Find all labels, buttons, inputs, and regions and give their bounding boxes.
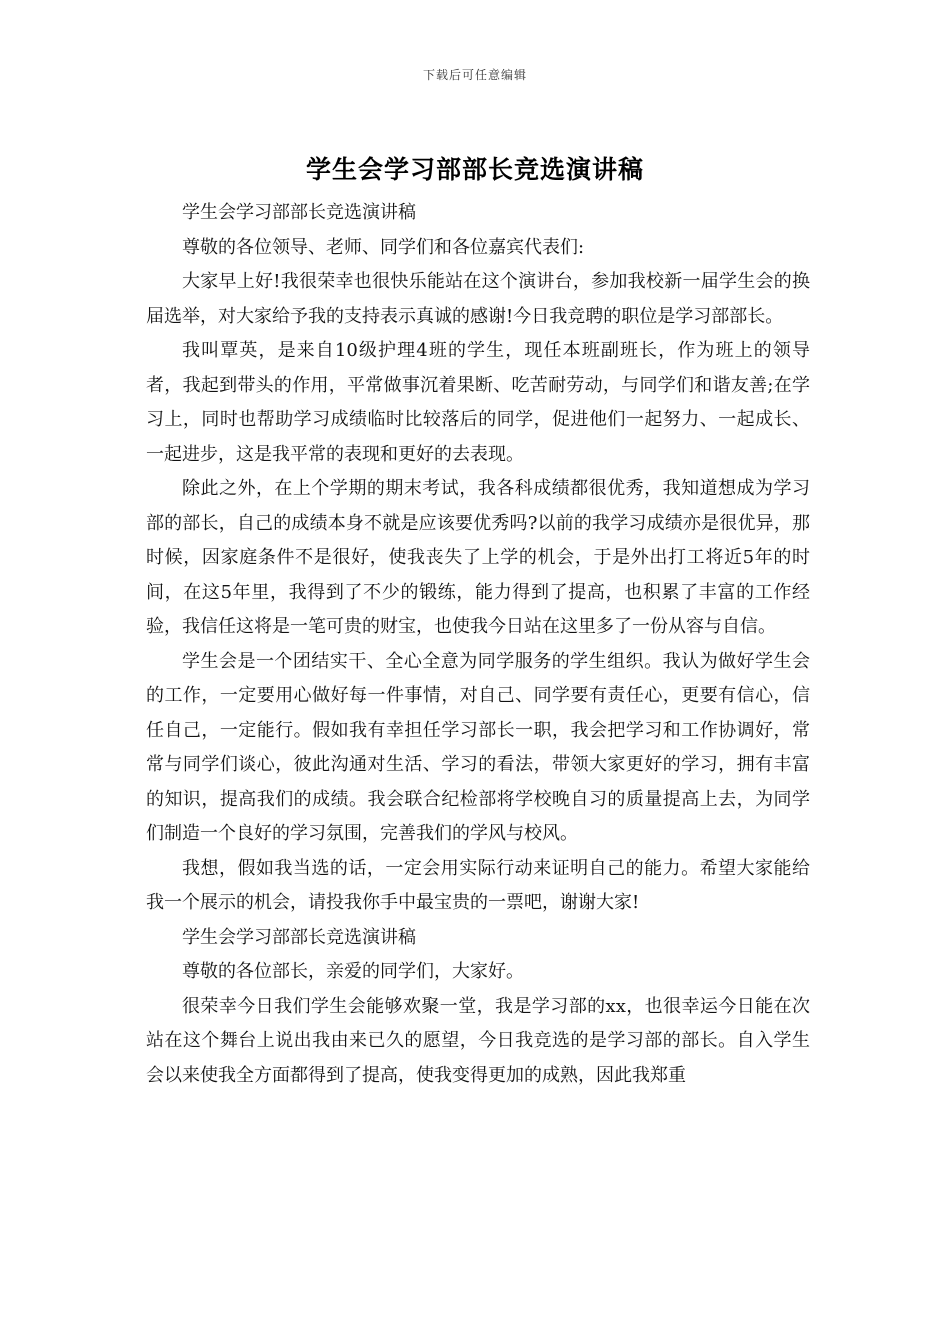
document-body <box>146 196 810 1093</box>
paragraph: 学生会学习部部长竞选演讲稿 <box>182 926 416 948</box>
paragraph: 尊敬的各位领导、老师、同学们和各位嘉宾代表们: <box>182 236 585 258</box>
document-title: 学生会学习部部长竞选演讲稿 <box>305 155 644 184</box>
paragraph: 我想，假如我当选的话，一定会用实际行动来证明自己的能力。希望大家能给我一个展示的机会，请投我你手中最宝贵的一票吧，谢谢大家! <box>146 857 810 913</box>
header-note: 下载后可任意编辑 <box>422 68 527 82</box>
paragraph: 尊敬的各位部长，亲爱的同学们，大家好。 <box>182 961 524 982</box>
paragraph: 学生会学习部部长竞选演讲稿 <box>182 202 416 223</box>
paragraph: 我叫覃英，是来自10级护理4班的学生，现任本班副班长，作为班上的领导者，我起到带头的作用，平常做事沉着果断、吃苦耐劳动，与同学们和谐友善;在学习上，同时也帮助学习成绩临时比较落后的同学，促进他们一起努力、一起成长、一起进步，这是我平常的表现和更好的去表现。 <box>146 340 810 465</box>
paragraph: 很荣幸今日我们学生会能够欢聚一堂，我是学习部的xx，也很幸运今日能在次站在这个舞台上说出我由来已久的愿望，今日我竞选的是学习部的部长。自入学生会以来使我全方面都得到了提高，使我变得更加的成熟，因此我郑重 <box>146 995 810 1086</box>
paragraph: 大家早上好!我很荣幸也很快乐能站在这个演讲台，参加我校新一届学生会的换届选举，对大家给予我的支持表示真诚的感谢!今日我竞聘的职位是学习部部长。 <box>146 271 810 327</box>
paragraph: 除此之外，在上个学期的期末考试，我各科成绩都很优秀，我知道想成为学习部的部长，自己的成绩本身不就是应该要优秀吗?以前的我学习成绩亦是很优异，那时候，因家庭条件不是很好，使我丧失了上学的机会，于是外出打工将近5年的时间，在这5年里，我得到了不少的锻练，能力得到了提高，也积累了丰富的工作经验，我信任这将是一笔可贵的财宝，也使我今日站在这里多了一份从容与自信。 <box>146 478 810 637</box>
paragraph: 学生会是一个团结实干、全心全意为同学服务的学生组织。我认为做好学生会的工作，一定要用心做好每一件事情，对自己、同学要有责任心，更要有信心，信任自己，一定能行。假如我有幸担任学习部长一职，我会把学习和工作协调好，常常与同学们谈心，彼此沟通对生活、学习的看法，带领大家更好的学习，拥有丰富的知识，提高我们的成绩。我会联合纪检部将学校晚自习的质量提高上去，为同学们制造一个良好的学习氛围，完善我们的学风与校风。 <box>146 650 810 844</box>
